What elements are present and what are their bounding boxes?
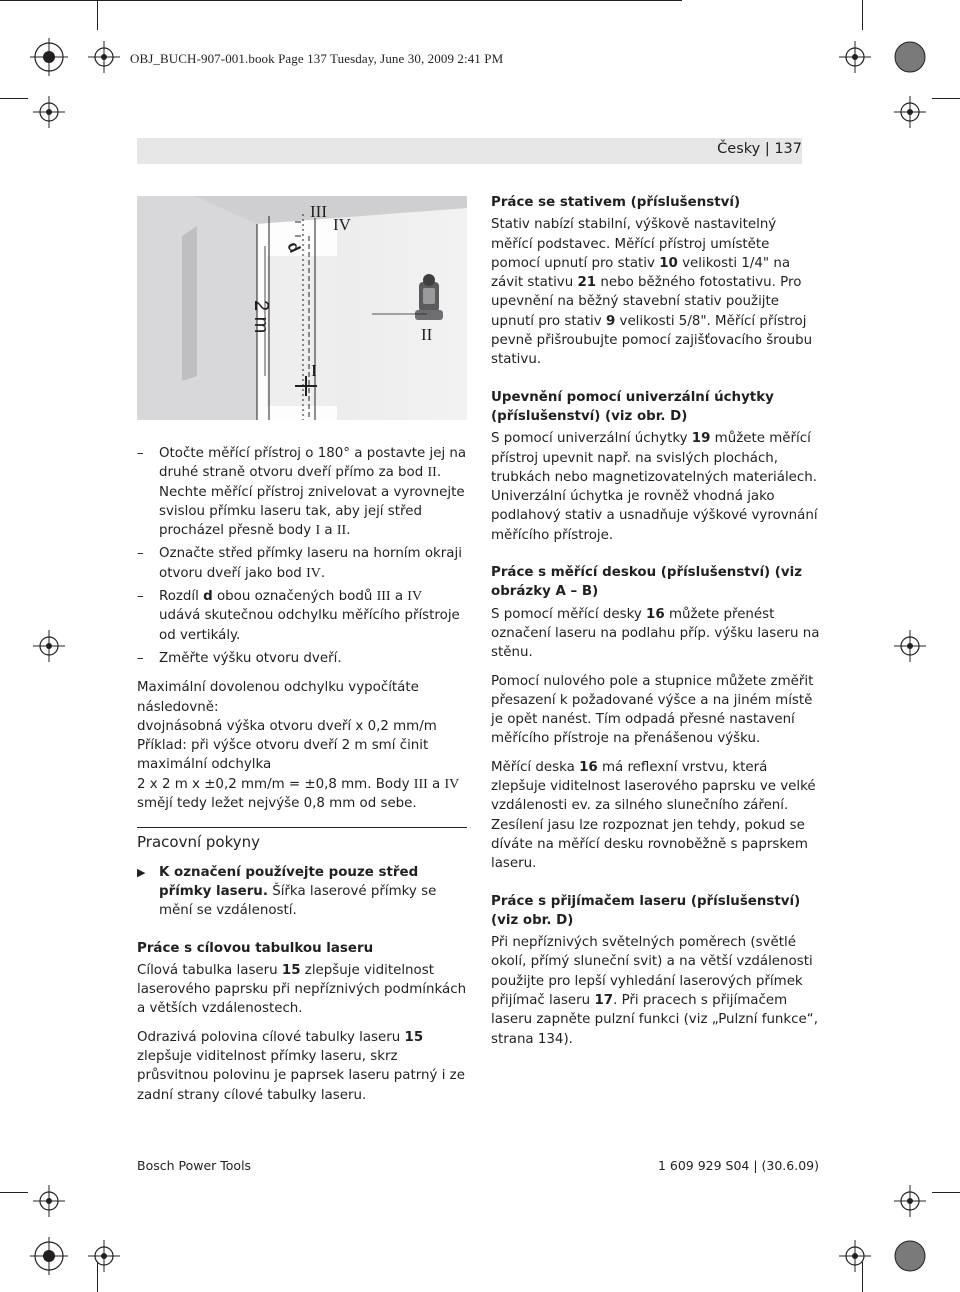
registration-mark-icon: [891, 627, 929, 665]
tip-item: ▶ K označení používejte pouze střed přímky laseru. Šířka laserové přímky se mění se vzdáleností.: [137, 864, 437, 919]
registration-mark-icon: [836, 1237, 874, 1275]
plate-heading: Práce s měřící deskou (příslušenství) (viz obrázky A – B): [491, 565, 803, 600]
footer-right: 1 609 929 S04 | (30.6.09): [657, 1158, 819, 1173]
figure-height-label: 2 m: [250, 300, 272, 334]
tripod-heading: Práce se stativem (příslušenství): [491, 195, 741, 210]
registration-mark-icon: [891, 1237, 929, 1275]
registration-mark-icon: [30, 93, 68, 131]
registration-mark-icon: [836, 38, 874, 76]
figure-point-IV: IV: [333, 215, 351, 234]
header-bar: [137, 138, 802, 164]
figure-point-II: II: [421, 325, 433, 344]
trim-mark: [97, 0, 98, 30]
registration-mark-icon: [30, 627, 68, 665]
target-paragraph-1: Cílová tabulka laseru 15 zlepšuje viditelnost laserového paprsku při nepříznivých podmínkách a větších vzdálenostech.: [137, 962, 467, 1017]
registration-mark-icon: [891, 38, 929, 76]
list-item: – Změřte výšku otvoru dveří.: [137, 650, 342, 666]
trim-mark: [0, 1192, 28, 1193]
figure-point-III: III: [310, 202, 327, 221]
registration-mark-icon: [30, 1237, 68, 1275]
plate-paragraph-2: Pomocí nulového pole a stupnice můžete změřit přesazení k požadované výšce a na jiném místě je opět nanést. Tím odpadá přesné nastavení měřícího přístroje na přenášenou výšku.: [491, 673, 814, 747]
plate-paragraph-3: Měřící deska 16 má reflexní vrstvu, která zlepšuje viditelnost laserového paprsku ve velké vzdálenosti ev. za silného slunečního záření. Zesílení jasu lze rozpoznat jen tehdy, pokud se díváte na měřící desku rovnoběžně s paprskem laseru.: [491, 759, 816, 872]
trim-mark: [862, 0, 863, 30]
target-heading: Práce s cílovou tabulkou laseru: [137, 940, 374, 956]
list-item: – Označte střed přímky laseru na horním okraji otvoru dveří jako bod IV.: [137, 546, 462, 581]
registration-mark-icon: [30, 1182, 68, 1220]
door-deviation-figure: [137, 196, 467, 420]
trim-mark: [932, 98, 960, 99]
right-column: [491, 193, 821, 1058]
receiver-paragraph: Při nepříznivých světelných poměrech (světlé okolí, přímý sluneční svit) a na větší vzdálenosti použijte pro lepší vyhledání laserových přímek přijímač laseru 17. Při pracech s přijímačem laseru zapněte pulzní funkci (viz „Pulzní funkce“, strana 134).: [491, 935, 818, 1047]
figure-d-label: d: [283, 239, 303, 256]
plate-paragraph-1: S pomocí měřící desky 16 můžete přenést označení laseru na podlahu příp. výšku laseru na stěnu.: [491, 606, 820, 661]
registration-mark-icon: [85, 38, 123, 76]
target-paragraph-2: Odrazivá polovina cílové tabulky laseru 15 zlepšuje viditelnost přímky laseru, skrz průsvitnou polovinu je paprsek laseru patrný i ze zadní strany cílové tabulky laseru.: [137, 1029, 465, 1103]
registration-mark-icon: [891, 93, 929, 131]
calc-block: Maximální dovolenou odchylku vypočítáte následovně: dvojnásobná výška otvoru dveří x 0,2 mm/m Příklad: při výšce otvoru dveří 2 m smí činit maximální odchylka 2 x 2 m x ±0,2 mm/m = ±0,8 mm. Body III a IV smějí tedy ležet nejvýše 0,8 mm od sebe.: [137, 680, 460, 812]
left-column: [137, 444, 467, 1114]
list-item: – Otočte měřící přístroj o 180° a postavte jej na druhé straně otvoru dveří přímo za bod II. Nechte měřící přístroj znivelovat a vyrovnejte svislou přímku laseru tak, aby její střed procházel přesně body I a II.: [137, 446, 467, 539]
list-item: – Rozdíl d obou označených bodů III a IV udává skutečnou odchylku měřícího přístroje od vertikály.: [137, 589, 460, 643]
print-slug: OBJ_BUCH-907-001.book Page 137 Tuesday, June 30, 2009 2:41 PM: [130, 51, 504, 66]
receiver-heading: Práce s přijímačem laseru (příslušenství) (viz obr. D): [491, 893, 801, 928]
mount-heading: Upevnění pomocí univerzální úchytky (příslušenství) (viz obr. D): [491, 389, 774, 424]
page-header-title: Česky | 137: [717, 141, 802, 157]
footer-left: Bosch Power Tools: [137, 1158, 252, 1173]
registration-mark-icon: [85, 1237, 123, 1275]
trim-mark: [0, 98, 28, 99]
tripod-paragraph: Stativ nabízí stabilní, výškově nastavitelný měřící podstavec. Měřící přístroj umístěte pomocí upnutí pro stativ 10 velikosti 1/4" na závit stativu 21 nebo běžného fotostativu. Pro upevnění na běžný stavební stativ použijte upnutí pro stativ 9 velikosti 5/8". Měřící přístroj pevně přišroubujte pomocí zajišťovacího šroubu stativu.: [491, 217, 813, 368]
registration-mark-icon: [891, 1182, 929, 1220]
section-heading: Pracovní pokyny: [137, 827, 467, 852]
mount-paragraph: S pomocí univerzální úchytky 19 můžete měřící přístroj upevnit např. na svislých plochách, trubkách nebo magnetizovatelných materiálech. Univerzální úchytka je rovněž vhodná jako podlahový stativ a usnadňuje výškové vyrovnání měřícího přístroje.: [491, 431, 818, 543]
footer-rule: [0, 0, 682, 1]
figure-point-I: I: [311, 361, 317, 380]
registration-mark-icon: [30, 38, 68, 76]
trim-mark: [932, 1192, 960, 1193]
